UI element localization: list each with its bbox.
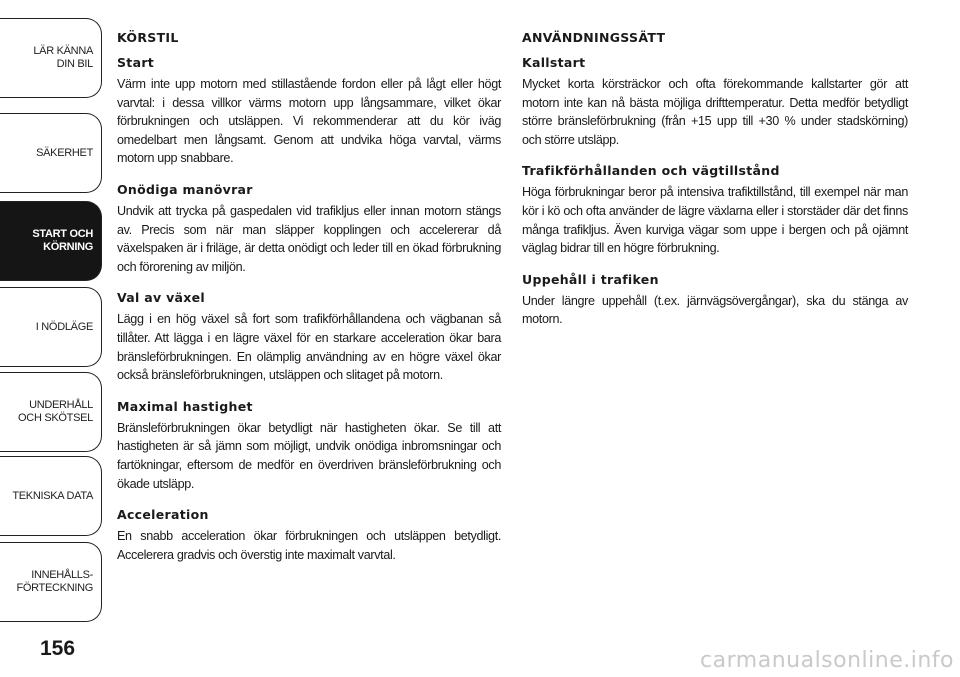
tab-label: LÄR KÄNNA DIN BIL: [33, 45, 93, 70]
tab-i-nodlage[interactable]: [0, 287, 102, 367]
tab-innehallsforteckning[interactable]: [0, 542, 102, 622]
section-title-anvandningssatt: ANVÄNDNINGSSÄTT: [522, 30, 666, 45]
paragraph-onodiga-manovrar: Undvik att trycka på gaspedalen vid trafikljus eller innan motorn stängs av. Precis som när man släpper kopplingen och accelererar då växelspaken är i friläge, är detta onödigt och leder till en ökad förbrukning och förorening av miljön.: [117, 203, 501, 274]
paragraph-acceleration: En snabb acceleration ökar förbrukningen och utsläppen betydligt. Accelerera gradvis och överstig inte maximalt varvtal.: [117, 529, 501, 562]
paragraph-start: Värm inte upp motorn med stillastående fordon eller på lågt eller högt varvtal: i dessa villkor värms motorn upp långsammare, vilket ökar förbrukningen och utsläppen. Vi rekommenderar att du kör iväg omedelbart men långsamt. Genom att undvika höga varvtal, värms motorn upp snabbare.: [117, 77, 501, 166]
tab-sakerhet[interactable]: [0, 113, 102, 193]
chapter-sidebar: [0, 0, 104, 640]
paragraph-val-av-vaxel: Lägg i en hög växel så fort som trafikförhållandena och vägbanan så tillåter. Att lägga i en lägre växel för en starkare acceleration ökar bara bränsleförbrukningen. En olämplig användning av en högre växel ökar också bränsleförbrukningen, utsläppen och slitaget på motorn.: [117, 312, 501, 383]
tab-label: START OCH KÖRNING: [32, 228, 93, 253]
subheading-onodiga-manovrar: Onödiga manövrar: [117, 181, 253, 197]
subheading-maximal-hastighet: Maximal hastighet: [117, 398, 253, 414]
tab-label: I NÖDLÄGE: [35, 320, 93, 333]
tab-label: SÄKERHET: [36, 146, 93, 159]
paragraph-uppehall-i-trafiken: Under längre uppehåll (t.ex. järnvägsövergångar), ska du stänga av motorn.: [522, 293, 908, 327]
tab-tekniska-data[interactable]: [0, 456, 102, 536]
subheading-kallstart: Kallstart: [522, 55, 586, 70]
subheading-val-av-vaxel: Val av växel: [117, 290, 206, 306]
subheading-uppehall-i-trafiken: Uppehåll i trafiken: [522, 271, 659, 287]
tab-label: TEKNISKA DATA: [12, 489, 93, 502]
tab-underhall-och-skotsel[interactable]: [0, 372, 102, 452]
paragraph-kallstart: Mycket korta körsträckor och ofta förekommande kallstarter gör att motorn inte kan nå bästa möjliga drifttemperatur. Detta medför betydligt större bränsleförbrukning (från +15 upp till +30 % under stadskörning) och större utsläpp.: [522, 77, 908, 147]
section-title-korstil: KÖRSTIL: [117, 30, 179, 45]
tab-lar-kanna-din-bil[interactable]: [0, 18, 102, 98]
right-column: [522, 30, 908, 343]
tab-start-och-korning[interactable]: [0, 201, 102, 281]
left-column: [117, 30, 501, 578]
page-number: 156: [40, 637, 76, 660]
paragraph-maximal-hastighet: Bränsleförbrukningen ökar betydligt när hastigheten ökar. Se till att hastigheten är så jämn som möjligt, undvik onödiga inbromsningar och fartökningar, eftersom de medför en överdriven bränsleförbrukning och ökade utsläpp.: [117, 420, 501, 491]
tab-label: UNDERHÅLL OCH SKÖTSEL: [18, 399, 93, 424]
subheading-start: Start: [117, 55, 155, 70]
paragraph-trafikforhallanden: Höga förbrukningar beror på intensiva trafiktillstånd, till exempel när man kör i kö och ofta använder de lägre växlarna eller i storstäder där det finns många trafikljus. Även kurviga vägar som uppe i bergen och på ojämnt väglag bidrar till en högre förbrukning.: [522, 185, 908, 256]
tab-label: INNEHÅLLS- FÖRTECKNING: [16, 569, 93, 594]
watermark: carmanualsonline.info: [700, 648, 954, 673]
subheading-trafikforhallanden: Trafikförhållanden och vägtillstånd: [522, 163, 780, 179]
subheading-acceleration: Acceleration: [117, 507, 209, 523]
